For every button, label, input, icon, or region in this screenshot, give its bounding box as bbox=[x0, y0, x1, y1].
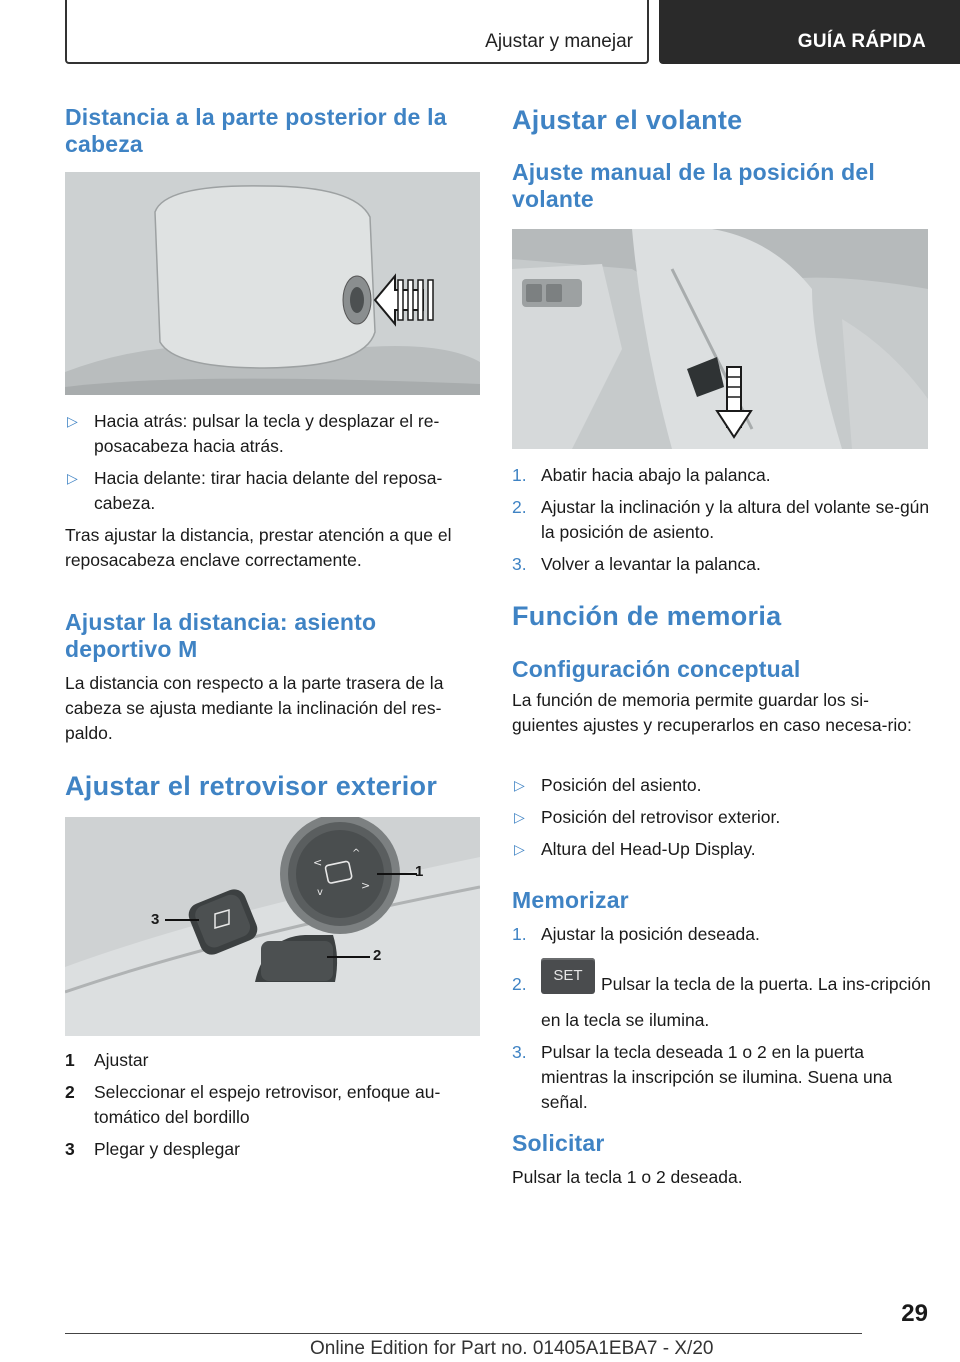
triangle-bullet-icon: ▷ bbox=[514, 841, 525, 857]
heading-concept: Configuración conceptual bbox=[512, 656, 801, 682]
headrest-image bbox=[65, 172, 480, 395]
triangle-bullet-icon: ▷ bbox=[67, 470, 78, 486]
mirror-switch-illustration bbox=[65, 817, 480, 1036]
list-item: ▷ Hacia delante: tirar hacia delante del reposa-cabeza. bbox=[67, 468, 443, 513]
sport-seat-text: La distancia con respecto a la parte trasera de la cabeza se ajusta mediante la inclinación del res-paldo. bbox=[65, 673, 444, 743]
svg-text:>: > bbox=[361, 879, 371, 892]
concept-text: La función de memoria permite guardar los si-guientes ajustes y recuperarlos en caso necesa-rio: bbox=[512, 690, 912, 735]
svg-text:v: v bbox=[317, 887, 323, 898]
list-item: 3 Plegar y desplegar bbox=[65, 1139, 240, 1159]
list-item: 3. Pulsar la tecla deseada 1 o 2 en la puerta mientras la inscripción se ilumina. Suena una señal. bbox=[512, 1042, 893, 1112]
list-item: 1. Abatir hacia abajo la palanca. bbox=[512, 465, 771, 485]
list-item: 3. Volver a levantar la palanca. bbox=[512, 554, 761, 574]
recall-text: Pulsar la tecla 1 o 2 deseada. bbox=[512, 1167, 743, 1187]
list-item: ▷ Altura del Head-Up Display. bbox=[512, 837, 932, 862]
triangle-bullet-icon: ▷ bbox=[514, 809, 525, 825]
heading-recall: Solicitar bbox=[512, 1130, 605, 1156]
header-section-title: Ajustar y manejar bbox=[485, 31, 633, 52]
footer-divider bbox=[65, 1333, 862, 1334]
mirror-callout-3: 3 bbox=[151, 911, 160, 928]
mirror-callout-1: 1 bbox=[415, 863, 424, 880]
steering-column-illustration bbox=[512, 229, 928, 449]
heading-mirror: Ajustar el retrovisor exterior bbox=[65, 771, 438, 801]
set-key-icon: SET bbox=[541, 958, 595, 994]
list-item: 1. Ajustar la posición deseada. bbox=[512, 924, 760, 944]
heading-head-distance: Distancia a la parte posterior de la cabeza bbox=[65, 104, 447, 157]
svg-text:^: ^ bbox=[352, 848, 361, 859]
list-item: ▷ Posición del asiento. bbox=[512, 773, 932, 798]
header-chapter-tab bbox=[659, 0, 960, 64]
list-item: 2. Ajustar la inclinación y la altura del volante se-gún la posición de asiento. bbox=[512, 497, 930, 542]
header-section-tab bbox=[65, 0, 649, 64]
mirror-switch-image bbox=[65, 817, 480, 1036]
distance-note: Tras ajustar la distancia, prestar atención a que el reposacabeza enclave correctamente. bbox=[65, 525, 452, 570]
heading-sport-seat: Ajustar la distancia: asiento deportivo M bbox=[65, 609, 377, 662]
steering-column-image bbox=[512, 229, 928, 449]
footer-edition: Online Edition for Part no. 01405A1EBA7 - X/20 bbox=[310, 1338, 714, 1359]
heading-store: Memorizar bbox=[512, 887, 629, 913]
list-item: ▷ Hacia atrás: pulsar la tecla y desplazar el re-posacabeza hacia atrás. bbox=[67, 411, 440, 456]
heading-steering-wheel: Ajustar el volante bbox=[512, 105, 743, 135]
list-item: 1 Ajustar bbox=[65, 1050, 149, 1070]
list-item: 2. SET Pulsar la tecla de la puerta. La ins-cripción en la tecla se ilumina. bbox=[512, 972, 932, 1033]
svg-text:<: < bbox=[313, 856, 323, 869]
mirror-callout-2: 2 bbox=[373, 947, 382, 964]
header-chapter-title: GUÍA RÁPIDA bbox=[797, 31, 926, 52]
page-number: 29 bbox=[901, 1300, 928, 1327]
list-item: 2 Seleccionar el espejo retrovisor, enfoque au-tomático del bordillo bbox=[65, 1082, 441, 1127]
headrest-illustration bbox=[65, 172, 480, 395]
list-item: ▷ Posición del retrovisor exterior. bbox=[512, 805, 932, 830]
heading-manual-steering: Ajuste manual de la posición del volante bbox=[512, 159, 875, 212]
triangle-bullet-icon: ▷ bbox=[514, 777, 525, 793]
heading-memory: Función de memoria bbox=[512, 601, 782, 631]
triangle-bullet-icon: ▷ bbox=[67, 413, 78, 429]
